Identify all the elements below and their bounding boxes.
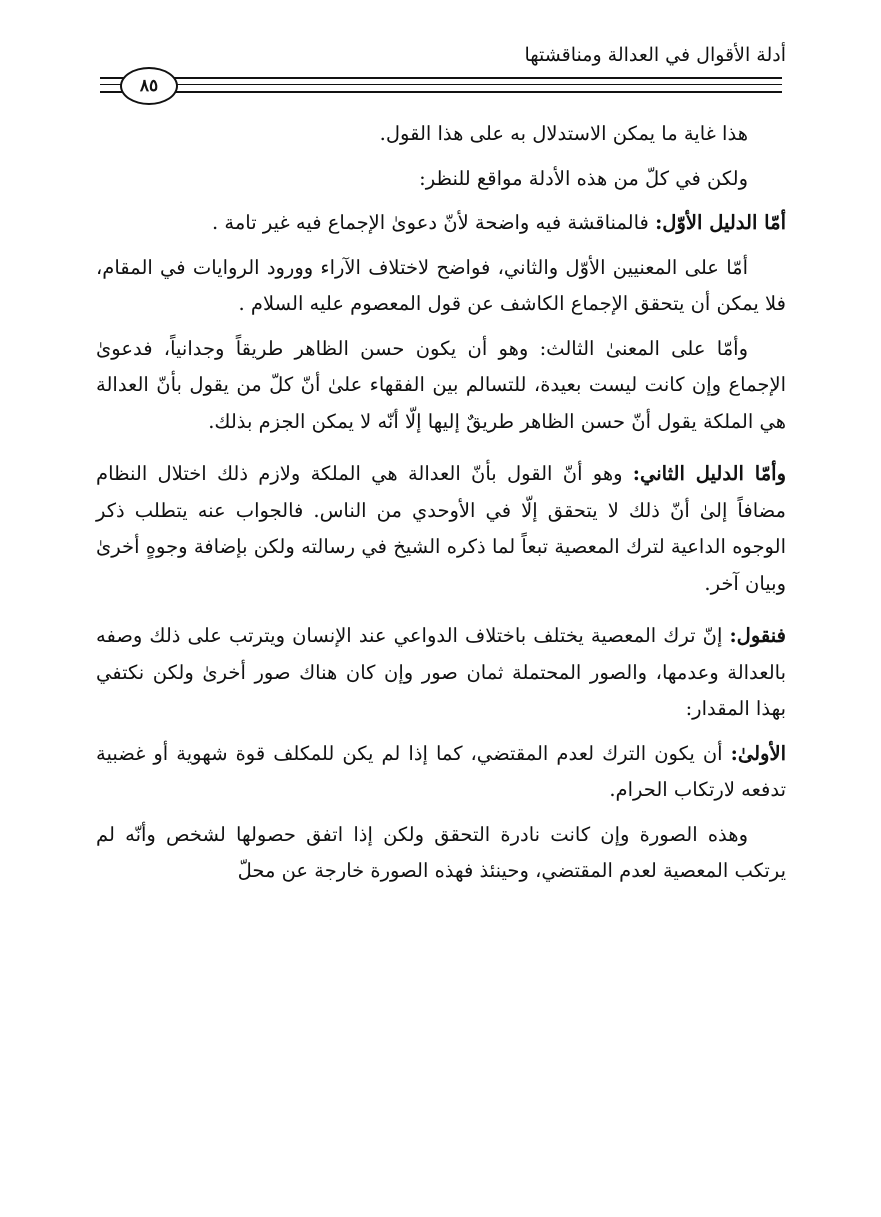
- paragraph-text: ولكن في كلّ من هذه الأدلة مواقع للنظر:: [419, 166, 748, 190]
- paragraph-text: أن يكون الترك لعدم المقتضي، كما إذا لم يكن للمكلف قوة شهوية أو غضبية تدفعه لارتكاب الحرام.: [96, 741, 786, 801]
- paragraph-5: [96, 331, 786, 441]
- page-number: ٨٥: [120, 67, 178, 105]
- paragraph-lead: وأمّا الدليل الثاني:: [632, 462, 786, 485]
- paragraph-text: وأمّا على المعنىٰ الثالث: وهو أن يكون حسن الظاهر طريقاً وجدانياً، فدعوىٰ الإجماع وإن كانت ليست بعيدة، للتسالم بين الفقهاء علىٰ أنّ كلّ من يقول بأنّ العدالة هي الملكة يقول أنّ حسن الظاهر طريقٌ إليها إلّا أنّه لا يمكن الجزم بذلك.: [96, 336, 786, 433]
- paragraph-text: وهذه الصورة وإن كانت نادرة التحقق ولكن إذا اتفق حصولها لشخص وأنّه لم يرتكب المعصية لعدم المقتضي، وحينئذ فهذه الصورة خارجة عن محلّ: [96, 822, 786, 882]
- paragraph-text: إنّ ترك المعصية يختلف باختلاف الدواعي عند الإنسان ويترتب على ذلك وصفه بالعدالة وعدمها، والصور المحتملة ثمان صور وإن كان هناك صور أخرىٰ ولكن نكتفي بهذا المقدار:: [96, 624, 786, 720]
- paragraph-text: هذا غاية ما يمكن الاستدلال به على هذا القول.: [379, 122, 748, 145]
- header-rule-middle: [100, 84, 782, 85]
- paragraph-8: [96, 736, 786, 809]
- paragraph-2: [96, 161, 786, 198]
- header-rule-top: [100, 77, 782, 79]
- paragraph-lead: أمّا الدليل الأوّل:: [655, 211, 786, 234]
- paragraph-text: أمّا على المعنيين الأوّل والثاني، فواضح لاختلاف الآراء وورود الروايات في المقام، فلا يمكن أن يتحقق الإجماع الكاشف عن قول المعصوم عليه السلام .: [96, 255, 786, 315]
- paragraph-7: [96, 618, 786, 728]
- running-head-title: أدلة الأقوال في العدالة ومناقشتها: [524, 44, 786, 66]
- paragraph-4: [96, 250, 786, 323]
- paragraph-1: [96, 116, 786, 153]
- header-rule-bottom: [100, 91, 782, 93]
- paragraph-lead: الأولىٰ:: [730, 741, 786, 765]
- paragraph-6: [96, 456, 786, 602]
- body-text: [96, 116, 786, 898]
- paragraph-text: فالمناقشة فيه واضحة لأنّ دعوىٰ الإجماع فيه غير تامة .: [212, 211, 656, 234]
- paragraph-9: [96, 817, 786, 890]
- paragraph-3: [96, 205, 786, 242]
- paragraph-text: وهو أنّ القول بأنّ العدالة هي الملكة ولازم ذلك اختلال النظام مضافاً إلىٰ أنّ ذلك لا يتحقق إلّا في الأوحدي من الناس. فالجواب عنه يتطلب ذكر الوجوه الداعية لترك المعصية تبعاً لما ذكره الشيخ في رسالته ولكن بإضافة وجوهٍ أخرىٰ وبيان آخر.: [96, 462, 786, 595]
- paragraph-lead: فنقول:: [729, 624, 786, 647]
